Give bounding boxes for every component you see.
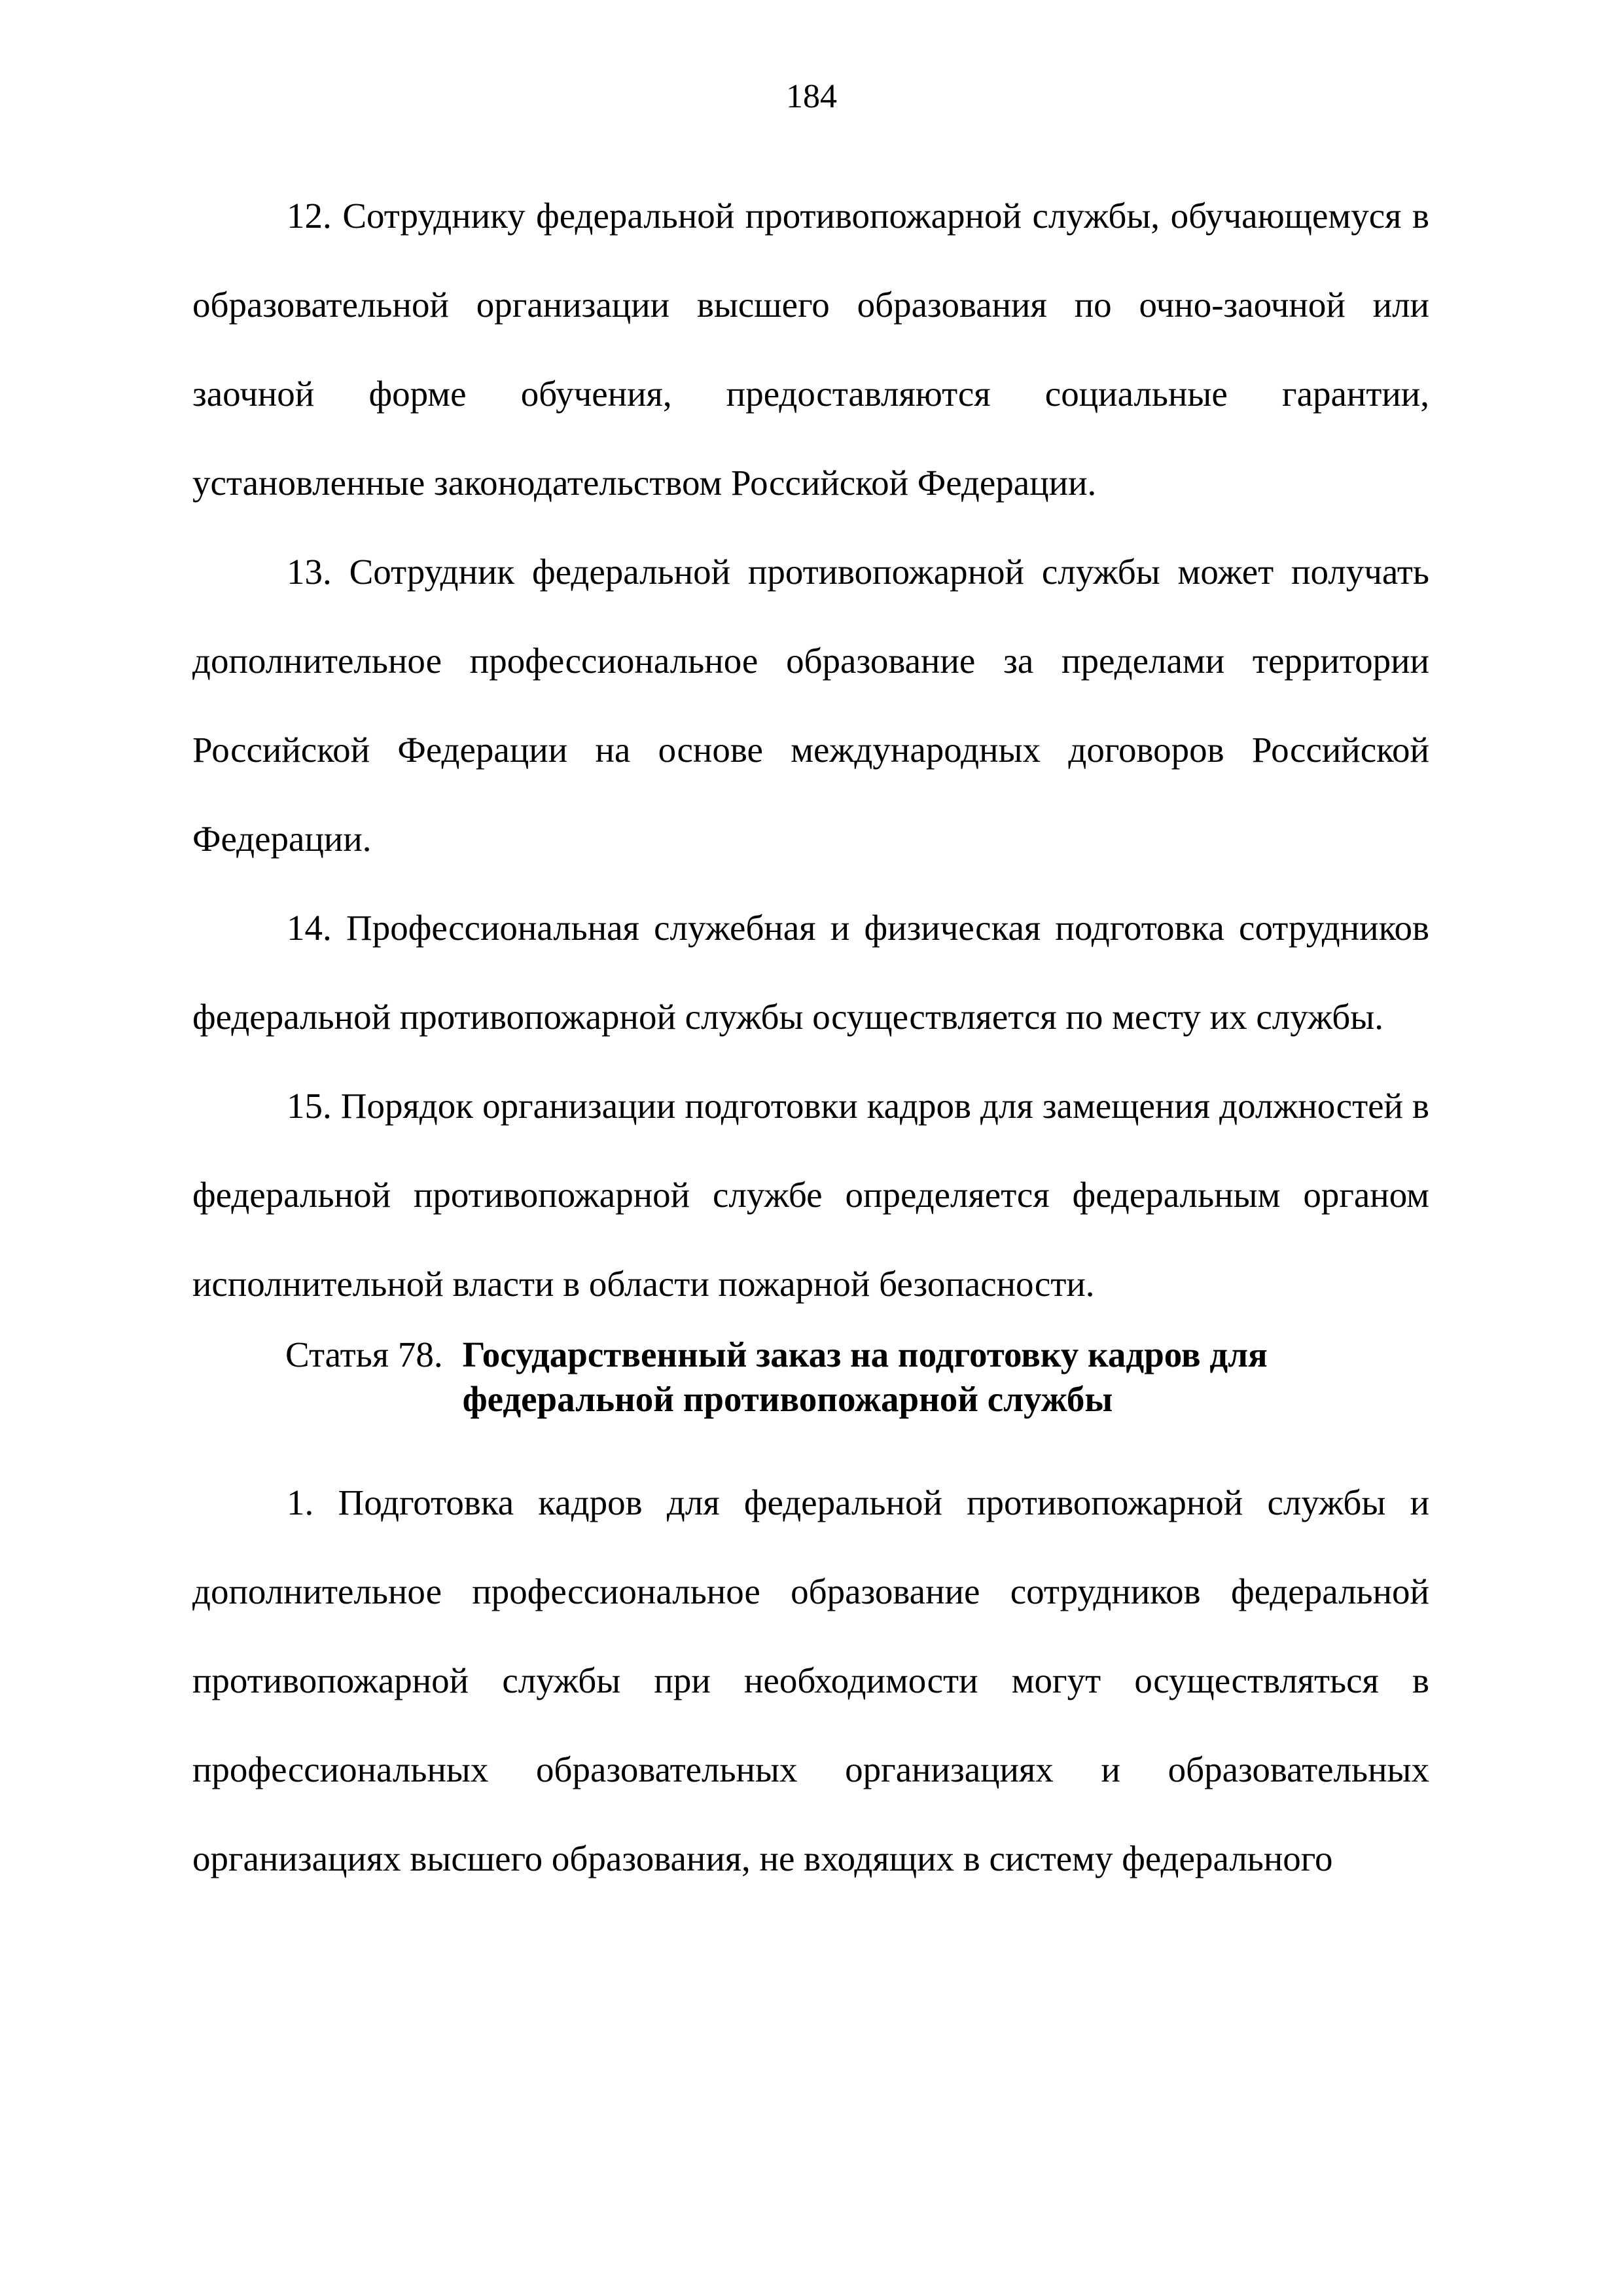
article-paragraph-1: 1. Подготовка кадров для федеральной противопожарной службы и дополнительное профессиональное образование сотрудников федеральной противопожарной службы при необходимости могут осуществляться в профессиональных образовательных организациях и образовательных организациях высшего образования, не входящих в систему федерального	[192, 1482, 1429, 1878]
article-title: Государственный заказ на подготовку кадров для федеральной противопожарной службы	[462, 1335, 1268, 1419]
paragraph-13: 13. Сотрудник федеральной противопожарной службы может получать дополнительное профессиональное образование за пределами территории Российской Федерации на основе международных договоров Российской Федерации.	[192, 552, 1429, 859]
paragraph-15: 15. Порядок организации подготовки кадров для замещения должностей в федеральной противопожарной службе определяется федеральным органом исполнительной власти в области пожарной безопасности.	[192, 1086, 1429, 1304]
page-number: 184	[786, 78, 837, 115]
document-body	[192, 171, 1429, 1903]
paragraph-12: 12. Сотруднику федеральной противопожарной службы, обучающемуся в образовательной организации высшего образования по очно-заочной или заочной форме обучения, предоставляются социальные гарантии, установленные законодательством Российской Федерации.	[192, 196, 1429, 503]
paragraph-14: 14. Профессиональная служебная и физическая подготовка сотрудников федеральной противопожарной службы осуществляется по месту их службы.	[192, 908, 1429, 1037]
article-label: Статья 78.	[285, 1335, 443, 1374]
article-heading	[285, 1333, 1429, 1422]
